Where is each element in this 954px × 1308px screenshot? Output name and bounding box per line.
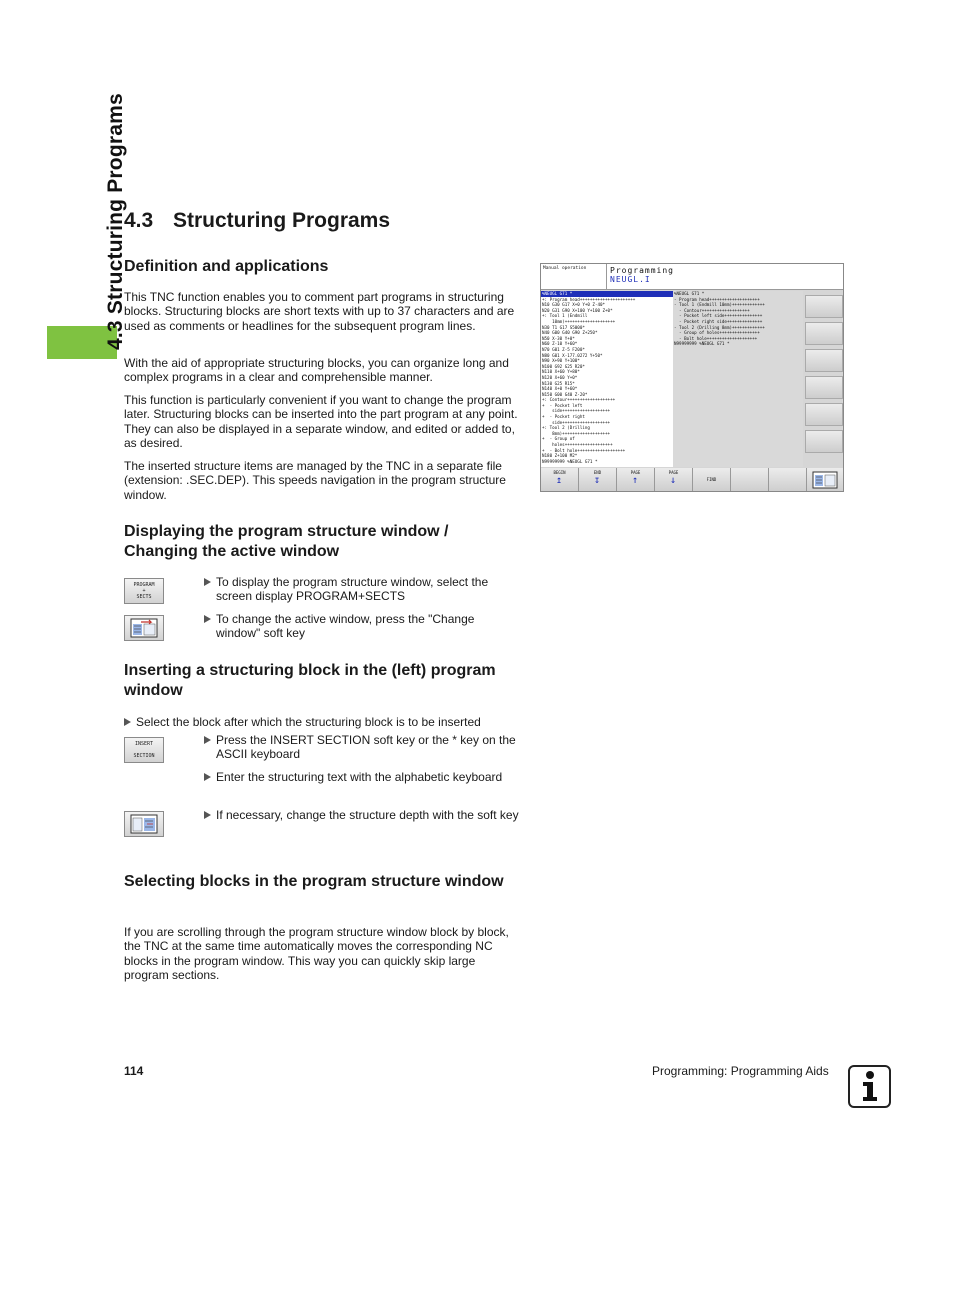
program-line[interactable]: + - Group of bbox=[542, 436, 575, 442]
window-icon bbox=[812, 471, 838, 489]
arrow-down-icon: ↧ bbox=[594, 475, 601, 486]
change-window-icon bbox=[125, 616, 163, 640]
bullet-triangle-icon bbox=[204, 736, 211, 744]
program-line[interactable]: - Pocket left side+++++++++++++++ bbox=[674, 313, 763, 319]
tnc-screen-screenshot bbox=[540, 263, 844, 492]
vertical-softkey[interactable] bbox=[805, 322, 843, 345]
program-line[interactable]: N80 G01 X-177.0272 Y+50* bbox=[542, 352, 603, 358]
vertical-softkey[interactable] bbox=[805, 430, 843, 453]
structure-depth-icon bbox=[125, 812, 163, 836]
bullet-triangle-icon bbox=[204, 615, 211, 623]
mode-label: Manual operation bbox=[541, 264, 607, 290]
program-line[interactable]: side+++++++++++++++++++ bbox=[542, 419, 611, 425]
program-line[interactable]: + - Bolt hole+++++++++++++++++++ bbox=[542, 447, 626, 453]
program-line[interactable]: N140 X+0 Y+60* bbox=[542, 386, 578, 392]
softkey-blank[interactable] bbox=[731, 468, 769, 492]
program-line[interactable]: %NEUGL G71 * bbox=[541, 291, 673, 297]
screen-title: Programming bbox=[610, 266, 674, 275]
side-tab-label: 4.3 Structuring Programs bbox=[104, 93, 127, 350]
vertical-softkey[interactable] bbox=[805, 295, 843, 318]
program-line[interactable]: - Group of holes++++++++++++++++ bbox=[674, 330, 760, 336]
program-line[interactable]: +: Tool 1 (Endmill bbox=[542, 313, 588, 319]
arrow-up-icon: ↥ bbox=[556, 475, 563, 486]
paragraph-3: This function is particularly convenient if you want to change the program later. Structuring blocks can be inserted into the part program at any point. They can also be displayed in a separate window, and edited or added to, as desired. bbox=[124, 393, 518, 451]
program-line[interactable]: - Program head++++++++++++++++++++ bbox=[674, 296, 760, 302]
softkey-end[interactable]: END ↧ bbox=[579, 468, 617, 492]
program-line[interactable]: N70 G01 Z-5 F200* bbox=[542, 346, 585, 352]
vertical-softkeys bbox=[805, 291, 844, 467]
step-press-insert: Press the INSERT SECTION soft key or the * key on the ASCII keyboard bbox=[204, 733, 521, 762]
program-line[interactable]: + - Pocket left bbox=[542, 402, 583, 408]
step-change-window: To change the active window, press the "Change window" soft key bbox=[204, 612, 521, 641]
bullet-triangle-icon bbox=[124, 718, 131, 726]
section-title: Structuring Programs bbox=[173, 209, 391, 232]
info-icon bbox=[848, 1065, 891, 1108]
program-line[interactable]: N180 Z+100 M2* bbox=[542, 453, 578, 459]
softkey-change-window[interactable] bbox=[807, 468, 844, 492]
arrow-down-icon: ↓ bbox=[670, 475, 677, 486]
section-number: 4.3 bbox=[124, 209, 154, 232]
heading-definition: Definition and applications bbox=[124, 258, 329, 275]
program-line[interactable]: N90 X+90 Y+100* bbox=[542, 358, 580, 364]
program-sects-softkey[interactable]: PROGRAM + SECTS bbox=[124, 578, 164, 604]
program-line[interactable]: N99999999 %NEUGL G71 * bbox=[542, 458, 598, 464]
program-window[interactable] bbox=[541, 291, 673, 467]
structure-depth-softkey[interactable] bbox=[124, 811, 164, 837]
vertical-softkey[interactable] bbox=[805, 376, 843, 399]
step-display-structure: To display the program structure window, select the screen display PROGRAM+SECTS bbox=[204, 575, 521, 604]
step-enter-text: Enter the structuring text with the alphabetic keyboard bbox=[204, 770, 521, 784]
paragraph-selecting: If you are scrolling through the program structure window block by block, the TNC at the same time automatically moves the corresponding NC blocks in the program window. This way you can quickly skip large program sections. bbox=[124, 925, 509, 983]
softkey-page-up[interactable]: PAGE ↑ bbox=[617, 468, 655, 492]
softkey-blank[interactable] bbox=[769, 468, 807, 492]
program-line[interactable]: +: Tool 2 (Drilling bbox=[542, 425, 590, 431]
program-line[interactable]: - Contour+++++++++++++++++++ bbox=[674, 307, 750, 313]
program-line[interactable]: side+++++++++++++++++++ bbox=[542, 408, 611, 414]
step-select-block: Select the block after which the structuring block is to be inserted bbox=[124, 715, 536, 729]
program-line[interactable]: N20 G31 G90 X+100 Y+100 Z+0* bbox=[542, 307, 613, 313]
info-glyph bbox=[850, 1067, 889, 1106]
program-line[interactable]: +: Contour+++++++++++++++++++ bbox=[542, 397, 616, 403]
program-line[interactable]: holes+++++++++++++++++++ bbox=[542, 442, 613, 448]
program-line[interactable]: N60 Z-10 Y+60* bbox=[542, 341, 578, 347]
page-title bbox=[124, 209, 390, 233]
paragraph-1: This TNC function enables you to comment part programs in structuring blocks. Structuring blocks are short texts with up to 37 characters and are used as comments or headlines for the subsequent program lines. bbox=[124, 290, 515, 333]
program-line[interactable]: +: Program head++++++++++++++++++++++ bbox=[542, 296, 636, 302]
program-line[interactable]: N99999999 %NEUGL G71 * bbox=[674, 341, 730, 347]
vertical-softkey[interactable] bbox=[805, 403, 843, 426]
bullet-triangle-icon bbox=[204, 773, 211, 781]
bullet-triangle-icon bbox=[204, 578, 211, 586]
program-line[interactable]: N120 X+60 Y+0* bbox=[542, 374, 578, 380]
program-line[interactable]: N100 G92 G25 R20* bbox=[542, 363, 585, 369]
softkey-page-down[interactable]: PAGE ↓ bbox=[655, 468, 693, 492]
screen-filename: NEUGL.I bbox=[610, 275, 651, 284]
bullet-triangle-icon bbox=[204, 811, 211, 819]
paragraph-4: The inserted structure items are managed by the TNC in a separate file (extension: .SEC.DEP). This speeds navigation in the program structure window. bbox=[124, 459, 506, 502]
paragraph-2: With the aid of appropriate structuring blocks, you can organize long and complex programs in a clear and comprehensible manner. bbox=[124, 356, 509, 385]
heading-inserting: Inserting a structuring block in the (left) program window bbox=[124, 662, 496, 699]
chapter-title: Programming: Programming Aids bbox=[652, 1064, 829, 1078]
softkey-find[interactable]: FIND bbox=[693, 468, 731, 492]
program-line[interactable]: - Tool 1 (Endmill 10mm)+++++++++++++ bbox=[674, 302, 765, 308]
program-line[interactable]: - Pocket right side++++++++++++++ bbox=[674, 318, 763, 324]
program-line[interactable]: 8mm)+++++++++++++++++++ bbox=[542, 430, 611, 436]
change-window-softkey[interactable] bbox=[124, 615, 164, 641]
arrow-up-icon: ↑ bbox=[632, 475, 639, 486]
heading-selecting: Selecting blocks in the program structure window bbox=[124, 873, 504, 890]
program-line[interactable]: N50 X-30 Y+0* bbox=[542, 335, 575, 341]
program-line[interactable]: N40 G00 G40 G90 Z+250* bbox=[542, 330, 598, 336]
structure-window[interactable] bbox=[673, 291, 803, 467]
page-number: 114 bbox=[124, 1064, 144, 1078]
program-line[interactable]: N110 X+60 Y+80* bbox=[542, 369, 580, 375]
program-line[interactable]: - Bolt hole++++++++++++++++++++ bbox=[674, 335, 758, 341]
softkey-begin[interactable]: BEGIN ↥ bbox=[541, 468, 579, 492]
program-line[interactable]: %NEUGL G71 * bbox=[674, 291, 705, 296]
program-line[interactable]: N150 G00 G40 Z-20* bbox=[542, 391, 588, 397]
program-line[interactable]: + - Pocket right bbox=[542, 414, 585, 420]
program-line[interactable]: - Tool 2 (Drilling 8mm)+++++++++++++ bbox=[674, 324, 765, 330]
program-line[interactable]: N10 G30 G17 X+0 Y+0 Z-40* bbox=[542, 302, 606, 308]
heading-displaying: Displaying the program structure window / Changing the active window bbox=[124, 523, 449, 560]
program-line[interactable]: N30 T1 G17 S5000* bbox=[542, 324, 585, 330]
program-line[interactable]: 10mm)++++++++++++++++++++ bbox=[542, 318, 616, 324]
vertical-softkey[interactable] bbox=[805, 349, 843, 372]
program-line[interactable]: N130 G25 R15* bbox=[542, 380, 575, 386]
insert-section-softkey[interactable]: INSERT SECTION bbox=[124, 737, 164, 763]
horizontal-softkeys bbox=[541, 468, 844, 492]
step-structure-depth: If necessary, change the structure depth with the soft key bbox=[204, 808, 521, 822]
screen-header bbox=[607, 264, 844, 290]
